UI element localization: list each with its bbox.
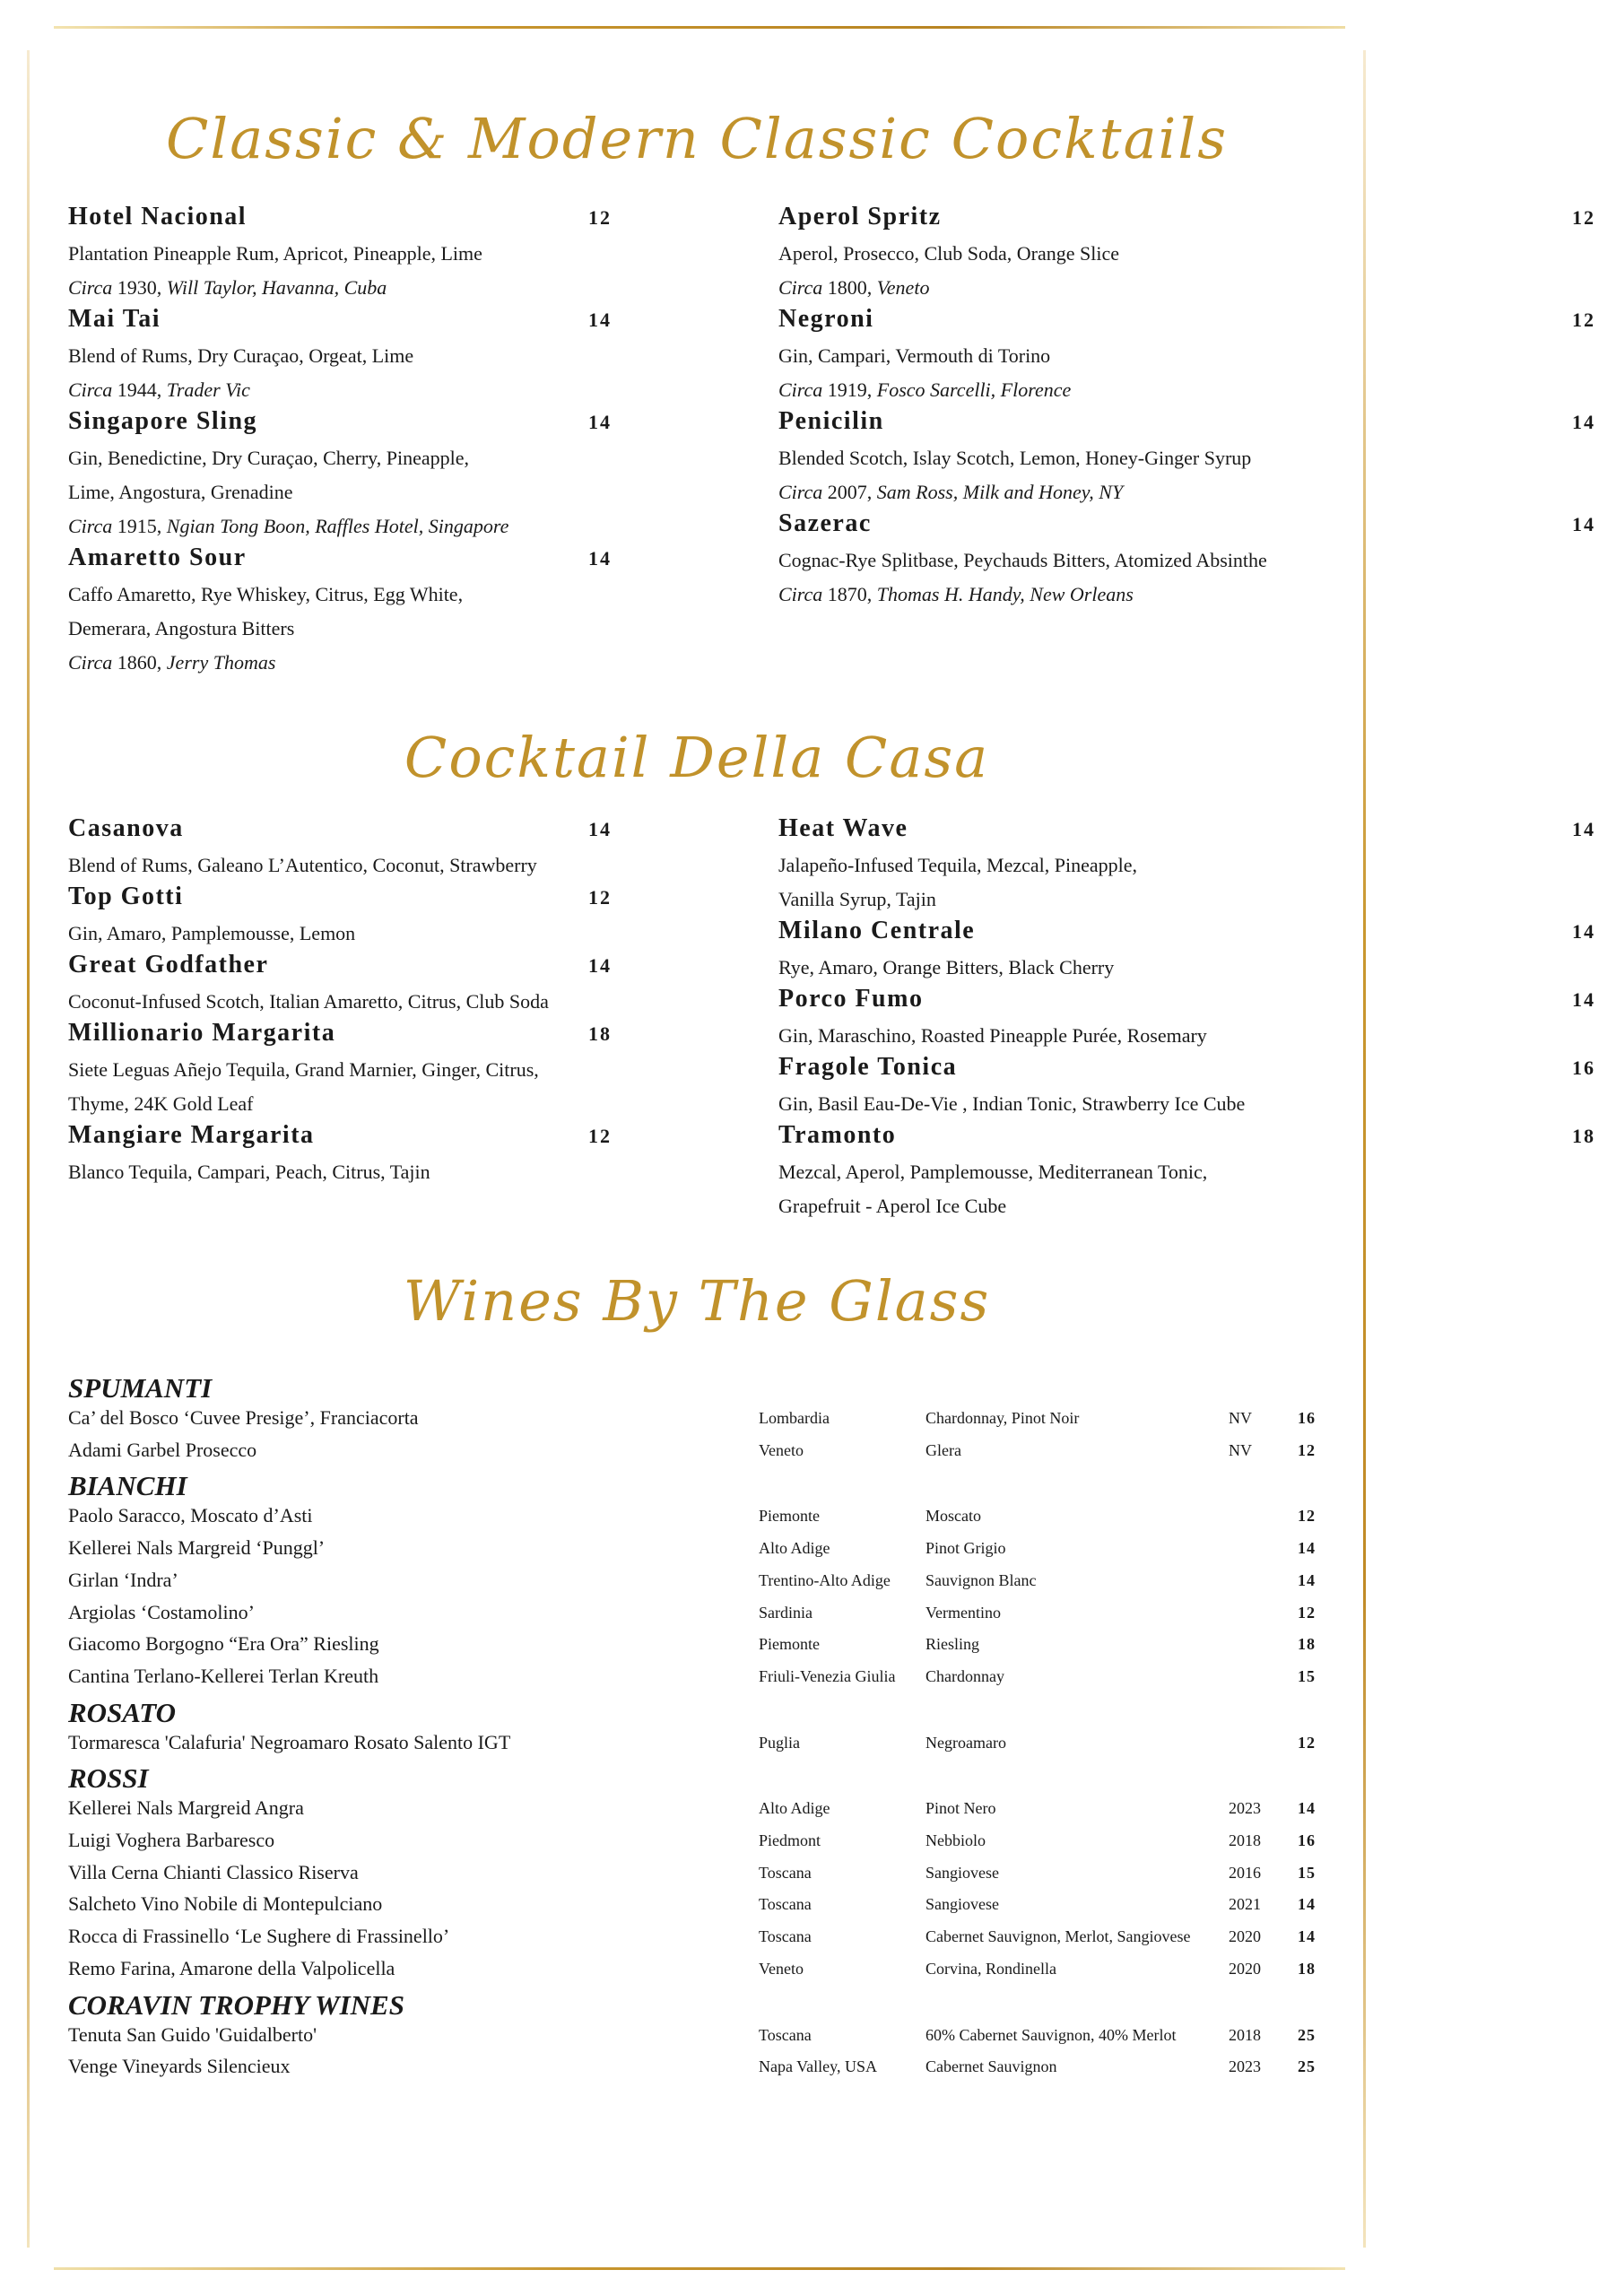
wine-row bbox=[68, 1504, 1324, 1536]
wine-grape: Chardonnay bbox=[926, 1666, 1004, 1685]
cocktail-item bbox=[68, 951, 615, 1019]
wine-vintage: 2018 bbox=[1229, 1831, 1261, 1849]
cocktail-price: 12 bbox=[588, 1125, 612, 1147]
cocktail-origin bbox=[778, 578, 1325, 612]
wine-price: 14 bbox=[1298, 1799, 1316, 1818]
cocktail-name: Aperol Spritz bbox=[778, 203, 942, 230]
cocktail-origin bbox=[68, 271, 615, 305]
cocktail-item bbox=[778, 917, 1595, 985]
wine-region: Veneto bbox=[759, 1440, 804, 1459]
cocktail-price: 12 bbox=[1572, 309, 1595, 331]
wine-vintage: 2020 bbox=[1229, 1959, 1261, 1978]
circa-label: Circa bbox=[778, 583, 823, 605]
wine-price: 14 bbox=[1298, 1570, 1316, 1589]
cocktail-item bbox=[778, 305, 1595, 407]
wine-row bbox=[68, 1829, 1324, 1861]
wine-price: 14 bbox=[1298, 1539, 1316, 1558]
cocktail-item bbox=[778, 814, 1595, 917]
cocktail-price: 12 bbox=[1572, 206, 1595, 229]
wine-price: 18 bbox=[1298, 1959, 1316, 1978]
cocktail-ingredients: Thyme, 24K Gold Leaf bbox=[68, 1092, 254, 1115]
classic-right-column bbox=[778, 203, 1595, 612]
wine-region: Toscana bbox=[759, 1927, 812, 1946]
wine-category-heading: ROSSI bbox=[68, 1762, 149, 1795]
circa-year: 1915, bbox=[117, 515, 162, 537]
wine-grape: Cabernet Sauvignon bbox=[926, 2057, 1057, 2076]
wine-region: Veneto bbox=[759, 1959, 804, 1978]
section-title-casa: Cocktail Della Casa bbox=[404, 725, 990, 790]
wine-vintage: 2023 bbox=[1229, 2057, 1261, 2076]
cocktail-price: 14 bbox=[588, 954, 612, 977]
wine-price: 14 bbox=[1298, 1927, 1316, 1946]
wine-row bbox=[68, 1439, 1324, 1471]
wine-region: Piemonte bbox=[759, 1635, 820, 1654]
circa-detail: Veneto bbox=[876, 276, 930, 299]
cocktail-price: 14 bbox=[588, 547, 612, 570]
cocktail-item bbox=[778, 985, 1595, 1053]
cocktail-name: Mangiare Margarita bbox=[68, 1121, 315, 1149]
circa-year: 1800, bbox=[827, 276, 873, 299]
circa-label: Circa bbox=[68, 651, 113, 674]
circa-label: Circa bbox=[68, 378, 113, 401]
circa-year: 1870, bbox=[827, 583, 873, 605]
cocktail-price: 16 bbox=[1572, 1057, 1595, 1079]
wine-region: Lombardia bbox=[759, 1409, 830, 1427]
cocktail-name: Milano Centrale bbox=[778, 917, 976, 944]
wine-vintage: 2016 bbox=[1229, 1863, 1261, 1882]
cocktail-name: Penicilin bbox=[778, 407, 884, 435]
cocktail-ingredients: Demerara, Angostura Bitters bbox=[68, 617, 295, 639]
cocktail-item bbox=[68, 407, 615, 544]
casa-left-column bbox=[68, 814, 615, 1189]
circa-detail: Trader Vic bbox=[166, 378, 250, 401]
cocktail-name: Sazerac bbox=[778, 509, 872, 537]
cocktail-ingredients: Blend of Rums, Galeano L’Autentico, Coconut, Strawberry bbox=[68, 854, 537, 876]
cocktail-price: 14 bbox=[588, 309, 612, 331]
wine-name: Tormaresca 'Calafuria' Negroamaro Rosato Salento IGT bbox=[68, 1730, 511, 1753]
circa-year: 1860, bbox=[117, 651, 162, 674]
cocktail-item bbox=[778, 509, 1595, 612]
circa-label: Circa bbox=[778, 481, 823, 503]
cocktail-name: Mai Tai bbox=[68, 305, 161, 333]
wine-row bbox=[68, 1665, 1324, 1697]
cocktail-item bbox=[68, 305, 615, 407]
wine-grape: Negroamaro bbox=[926, 1733, 1006, 1752]
cocktail-name: Porco Fumo bbox=[778, 985, 924, 1013]
cocktail-item bbox=[778, 407, 1595, 509]
cocktail-name-row bbox=[68, 883, 615, 917]
section-title-classic: Classic & Modern Classic Cocktails bbox=[165, 106, 1229, 171]
cocktail-ingredients: Aperol, Prosecco, Club Soda, Orange Slice bbox=[778, 242, 1120, 265]
wine-category-heading: SPUMANTI bbox=[68, 1372, 213, 1404]
cocktail-ingredients: Blanco Tequila, Campari, Peach, Citrus, Tajin bbox=[68, 1161, 430, 1183]
cocktail-price: 18 bbox=[1572, 1125, 1595, 1147]
cocktail-ingredients: Gin, Amaro, Pamplemousse, Lemon bbox=[68, 922, 356, 944]
wine-row bbox=[68, 1796, 1324, 1829]
wine-price: 12 bbox=[1298, 1603, 1316, 1622]
cocktail-ingredients: Gin, Basil Eau-De-Vie , Indian Tonic, Strawberry Ice Cube bbox=[778, 1092, 1246, 1115]
cocktail-name-row bbox=[778, 814, 1599, 848]
wine-region: Alto Adige bbox=[759, 1539, 830, 1558]
wine-region: Toscana bbox=[759, 2025, 812, 2044]
cocktail-name-row bbox=[778, 203, 1599, 237]
cocktail-item bbox=[68, 1121, 615, 1189]
wine-name: Tenuta San Guido 'Guidalberto' bbox=[68, 2022, 317, 2046]
cocktail-ingredients: Rye, Amaro, Orange Bitters, Black Cherry bbox=[778, 956, 1115, 978]
wine-grape: Vermentino bbox=[926, 1603, 1001, 1622]
cocktail-ingredients: Cognac-Rye Splitbase, Peychauds Bitters, Atomized Absinthe bbox=[778, 549, 1267, 571]
wine-price: 18 bbox=[1298, 1635, 1316, 1654]
cocktail-name-row bbox=[778, 407, 1599, 441]
cocktail-item bbox=[68, 203, 615, 305]
cocktail-name: Tramonto bbox=[778, 1121, 897, 1149]
circa-detail: Thomas H. Handy, New Orleans bbox=[876, 583, 1134, 605]
cocktail-name-row bbox=[68, 305, 615, 339]
circa-label: Circa bbox=[68, 515, 113, 537]
cocktail-price: 12 bbox=[588, 886, 612, 909]
wine-name: Paolo Saracco, Moscato d’Asti bbox=[68, 1504, 313, 1527]
cocktail-item bbox=[68, 544, 615, 680]
wine-name: Giacomo Borgogno “Era Ora” Riesling bbox=[68, 1632, 379, 1656]
cocktail-ingredients: Gin, Campari, Vermouth di Torino bbox=[778, 344, 1051, 367]
cocktail-item bbox=[778, 203, 1595, 305]
cocktail-name-row bbox=[68, 814, 615, 848]
cocktail-item bbox=[778, 1053, 1595, 1121]
cocktail-ingredients: Blended Scotch, Islay Scotch, Lemon, Honey-Ginger Syrup bbox=[778, 447, 1252, 469]
frame-bottom-border bbox=[54, 2267, 1345, 2270]
wine-category-heading: ROSATO bbox=[68, 1696, 177, 1728]
cocktail-name: Casanova bbox=[68, 814, 184, 842]
wine-name: Kellerei Nals Margreid Angra bbox=[68, 1796, 304, 1820]
cocktail-item bbox=[68, 1019, 615, 1121]
cocktail-origin bbox=[778, 475, 1325, 509]
cocktail-name: Top Gotti bbox=[68, 883, 184, 910]
wine-region: Napa Valley, USA bbox=[759, 2057, 877, 2076]
wine-row bbox=[68, 1632, 1324, 1665]
cocktail-name-row bbox=[778, 1121, 1599, 1155]
wine-name: Remo Farina, Amarone della Valpolicella bbox=[68, 1956, 395, 1979]
wine-vintage: NV bbox=[1229, 1409, 1252, 1427]
wine-vintage: 2023 bbox=[1229, 1799, 1261, 1818]
circa-year: 1944, bbox=[117, 378, 162, 401]
cocktail-name: Amaretto Sour bbox=[68, 544, 247, 571]
wine-region: Puglia bbox=[759, 1733, 801, 1752]
wine-grape: Chardonnay, Pinot Noir bbox=[926, 1409, 1080, 1427]
wine-grape: Pinot Nero bbox=[926, 1799, 996, 1818]
wine-region: Toscana bbox=[759, 1863, 812, 1882]
cocktail-ingredients: Siete Leguas Añejo Tequila, Grand Marnier, Ginger, Citrus, bbox=[68, 1058, 539, 1081]
wine-region: Sardinia bbox=[759, 1603, 813, 1622]
cocktail-ingredients: Lime, Angostura, Grenadine bbox=[68, 481, 293, 503]
wine-category-heading: CORAVIN TROPHY WINES bbox=[68, 1988, 404, 2021]
circa-detail: Sam Ross, Milk and Honey, NY bbox=[876, 481, 1124, 503]
circa-year: 1919, bbox=[827, 378, 873, 401]
cocktail-ingredients: Gin, Maraschino, Roasted Pineapple Purée, Rosemary bbox=[778, 1024, 1207, 1047]
wine-vintage: 2018 bbox=[1229, 2025, 1261, 2044]
wine-vintage: 2020 bbox=[1229, 1927, 1261, 1946]
cocktail-origin bbox=[778, 373, 1325, 407]
cocktail-name-row bbox=[68, 1121, 615, 1155]
wine-name: Argiolas ‘Costamolino’ bbox=[68, 1600, 255, 1623]
wine-price: 15 bbox=[1298, 1863, 1316, 1882]
cocktail-price: 12 bbox=[588, 206, 612, 229]
cocktail-name-row bbox=[68, 407, 615, 441]
cocktail-origin bbox=[68, 373, 615, 407]
cocktail-origin bbox=[68, 646, 615, 680]
wine-row bbox=[68, 1892, 1324, 1925]
wine-row bbox=[68, 1536, 1324, 1569]
cocktail-origin bbox=[68, 509, 615, 544]
circa-year: 1930, bbox=[117, 276, 162, 299]
wine-row bbox=[68, 1569, 1324, 1601]
wine-price: 12 bbox=[1298, 1733, 1316, 1752]
wine-grape: Sangiovese bbox=[926, 1863, 999, 1882]
frame-left-border bbox=[27, 50, 30, 2248]
wine-price: 25 bbox=[1298, 2057, 1316, 2076]
circa-detail: Jerry Thomas bbox=[166, 651, 276, 674]
wine-price: 25 bbox=[1298, 2025, 1316, 2044]
cocktail-name: Hotel Nacional bbox=[68, 203, 248, 230]
cocktail-name: Great Godfather bbox=[68, 951, 269, 978]
wine-price: 16 bbox=[1298, 1831, 1316, 1849]
wine-name: Adami Garbel Prosecco bbox=[68, 1438, 257, 1461]
wine-category-heading: BIANCHI bbox=[68, 1470, 187, 1502]
wine-row bbox=[68, 1925, 1324, 1957]
wine-price: 12 bbox=[1298, 1440, 1316, 1459]
cocktail-ingredients: Vanilla Syrup, Tajin bbox=[778, 888, 936, 910]
cocktail-name-row bbox=[778, 305, 1599, 339]
circa-label: Circa bbox=[778, 378, 823, 401]
wine-grape: Corvina, Rondinella bbox=[926, 1959, 1056, 1978]
cocktail-price: 14 bbox=[588, 411, 612, 433]
wine-grape: Nebbiolo bbox=[926, 1831, 986, 1849]
cocktail-name: Singapore Sling bbox=[68, 407, 258, 435]
wine-region: Friuli-Venezia Giulia bbox=[759, 1666, 896, 1685]
cocktail-name-row bbox=[778, 1053, 1599, 1087]
cocktail-ingredients: Coconut-Infused Scotch, Italian Amaretto, Citrus, Club Soda bbox=[68, 990, 549, 1013]
classic-left-column bbox=[68, 203, 615, 680]
cocktail-name-row bbox=[778, 509, 1599, 544]
cocktail-name-row bbox=[68, 203, 615, 237]
wine-name: Luigi Voghera Barbaresco bbox=[68, 1829, 275, 1851]
wine-region: Alto Adige bbox=[759, 1799, 830, 1818]
cocktail-item bbox=[68, 883, 615, 951]
cocktail-price: 14 bbox=[1572, 988, 1595, 1011]
circa-detail: Will Taylor, Havanna, Cuba bbox=[166, 276, 387, 299]
cocktail-origin bbox=[778, 271, 1325, 305]
cocktail-name-row bbox=[778, 985, 1599, 1019]
cocktail-price: 18 bbox=[588, 1022, 612, 1045]
frame-top-border bbox=[54, 26, 1345, 29]
circa-year: 2007, bbox=[827, 481, 873, 503]
cocktail-ingredients: Caffo Amaretto, Rye Whiskey, Citrus, Egg White, bbox=[68, 583, 464, 605]
wine-name: Kellerei Nals Margreid ‘Punggl’ bbox=[68, 1536, 326, 1560]
wine-price: 15 bbox=[1298, 1666, 1316, 1685]
wine-region: Trentino-Alto Adige bbox=[759, 1570, 891, 1589]
wine-grape: Sangiovese bbox=[926, 1895, 999, 1914]
wine-grape: Moscato bbox=[926, 1507, 981, 1526]
wine-region: Piedmont bbox=[759, 1831, 821, 1849]
circa-label: Circa bbox=[68, 276, 113, 299]
wine-grape: 60% Cabernet Sauvignon, 40% Merlot bbox=[926, 2025, 1177, 2044]
wine-row bbox=[68, 2055, 1324, 2087]
wine-name: Girlan ‘Indra’ bbox=[68, 1568, 178, 1591]
cocktail-ingredients: Plantation Pineapple Rum, Apricot, Pineapple, Lime bbox=[68, 242, 482, 265]
wine-grape: Glera bbox=[926, 1440, 961, 1459]
cocktail-name: Heat Wave bbox=[778, 814, 908, 842]
cocktail-name-row bbox=[68, 1019, 615, 1053]
wine-grape: Pinot Grigio bbox=[926, 1539, 1006, 1558]
cocktail-ingredients: Grapefruit - Aperol Ice Cube bbox=[778, 1195, 1007, 1217]
wine-name: Rocca di Frassinello ‘Le Sughere di Frassinello’ bbox=[68, 1925, 450, 1948]
wine-vintage: 2021 bbox=[1229, 1895, 1261, 1914]
wine-name: Villa Cerna Chianti Classico Riserva bbox=[68, 1860, 359, 1883]
cocktail-item bbox=[68, 814, 615, 883]
wine-grape: Sauvignon Blanc bbox=[926, 1570, 1037, 1589]
cocktail-price: 14 bbox=[1572, 818, 1595, 840]
wine-name: Venge Vineyards Silencieux bbox=[68, 2055, 291, 2078]
cocktail-price: 14 bbox=[1572, 920, 1595, 943]
wine-row bbox=[68, 1957, 1324, 1989]
cocktail-item bbox=[778, 1121, 1595, 1223]
cocktail-name: Fragole Tonica bbox=[778, 1053, 958, 1081]
cocktail-name: Millionario Margarita bbox=[68, 1019, 336, 1047]
cocktail-ingredients: Gin, Benedictine, Dry Curaçao, Cherry, Pineapple, bbox=[68, 447, 469, 469]
wine-name: Salcheto Vino Nobile di Montepulciano bbox=[68, 1892, 383, 1916]
wine-name: Ca’ del Bosco ‘Cuvee Presige’, Franciacorta bbox=[68, 1406, 419, 1429]
wine-price: 12 bbox=[1298, 1507, 1316, 1526]
wine-vintage: NV bbox=[1229, 1440, 1252, 1459]
wine-grape: Cabernet Sauvignon, Merlot, Sangiovese bbox=[926, 1927, 1191, 1946]
wine-row bbox=[68, 1406, 1324, 1439]
wine-row bbox=[68, 1731, 1324, 1763]
cocktail-name: Negroni bbox=[778, 305, 874, 333]
wine-price: 14 bbox=[1298, 1895, 1316, 1914]
wine-row bbox=[68, 1601, 1324, 1633]
wine-row bbox=[68, 1861, 1324, 1893]
cocktail-price: 14 bbox=[1572, 513, 1595, 535]
wine-region: Toscana bbox=[759, 1895, 812, 1914]
cocktail-ingredients: Blend of Rums, Dry Curaçao, Orgeat, Lime bbox=[68, 344, 414, 367]
cocktail-name-row bbox=[68, 951, 615, 985]
wine-price: 16 bbox=[1298, 1409, 1316, 1427]
circa-label: Circa bbox=[778, 276, 823, 299]
cocktail-name-row bbox=[778, 917, 1599, 951]
wine-row bbox=[68, 2023, 1324, 2056]
wine-grape: Riesling bbox=[926, 1635, 980, 1654]
cocktail-price: 14 bbox=[1572, 411, 1595, 433]
cocktail-name-row bbox=[68, 544, 615, 578]
wine-region: Piemonte bbox=[759, 1507, 820, 1526]
cocktail-ingredients: Jalapeño-Infused Tequila, Mezcal, Pineapple, bbox=[778, 854, 1138, 876]
cocktail-price: 14 bbox=[588, 818, 612, 840]
wine-name: Cantina Terlano-Kellerei Terlan Kreuth bbox=[68, 1664, 379, 1687]
section-title-wines: Wines By The Glass bbox=[403, 1268, 991, 1334]
circa-detail: Ngian Tong Boon, Raffles Hotel, Singapore bbox=[166, 515, 509, 537]
casa-right-column bbox=[778, 814, 1595, 1223]
circa-detail: Fosco Sarcelli, Florence bbox=[876, 378, 1072, 401]
cocktail-ingredients: Mezcal, Aperol, Pamplemousse, Mediterranean Tonic, bbox=[778, 1161, 1208, 1183]
